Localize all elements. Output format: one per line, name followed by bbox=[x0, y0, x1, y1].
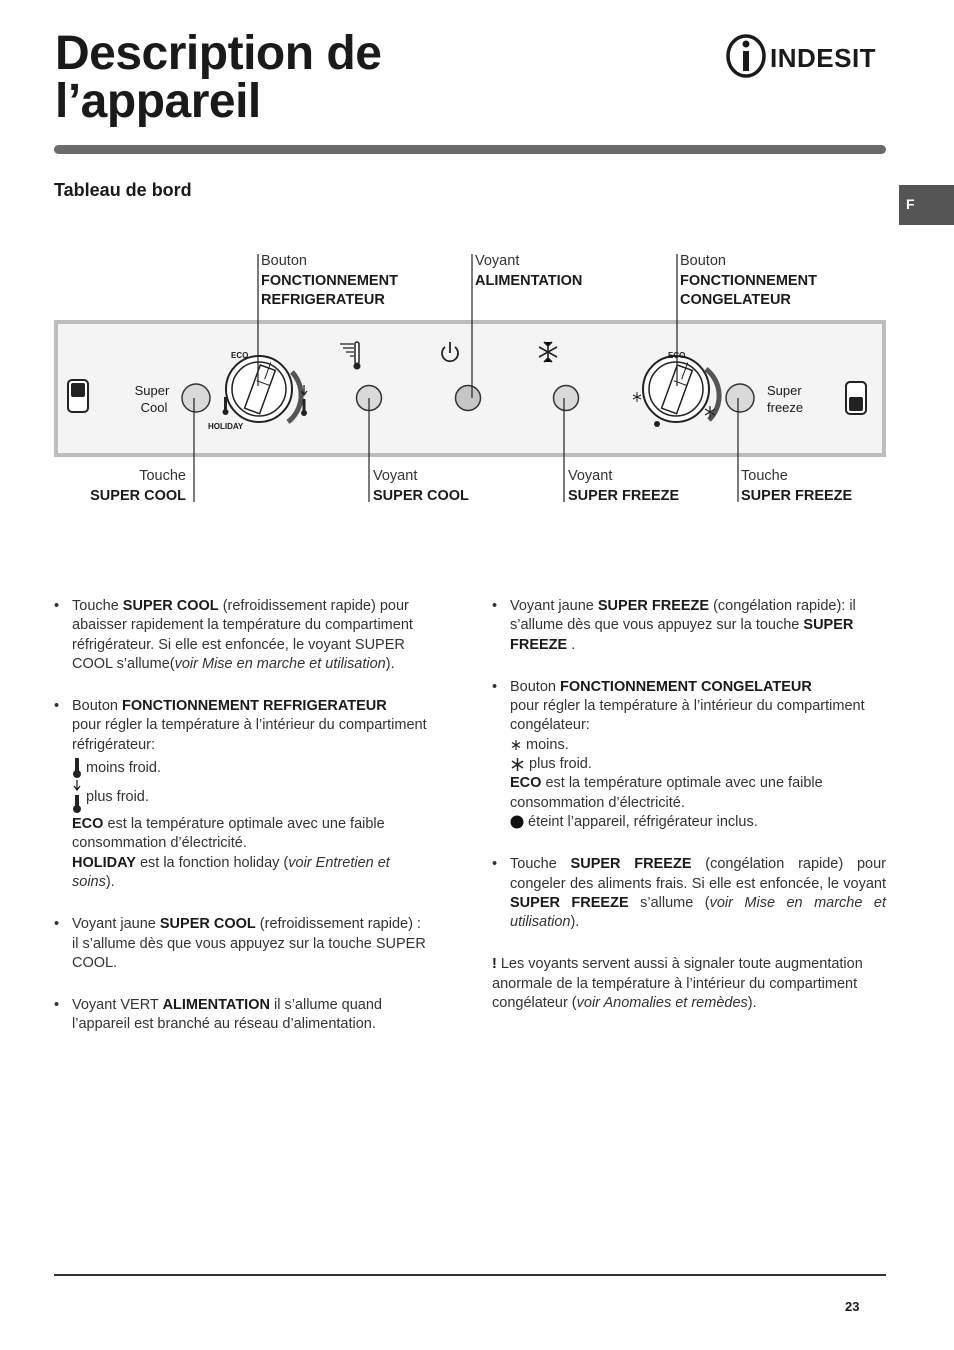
callout-freezer-knob-name2: CONGELATEUR bbox=[680, 292, 791, 308]
thermometer-small-icon bbox=[72, 757, 82, 779]
paragraph-super-freeze-button: • Touche SUPER FREEZE (congélation rapide) pour congeler des aliments frais. Si elle est enfoncée, le voyant SUPER FREEZE s’allume (voir Mise en marche et utilisation). bbox=[492, 855, 886, 932]
fridge-less-cold-text: moins froid. bbox=[86, 759, 161, 776]
language-tab-label: F bbox=[906, 196, 915, 212]
super-cool-light bbox=[357, 386, 382, 411]
callout-super-freeze-light-kind: Voyant bbox=[568, 468, 613, 484]
freezer-more-cold-text: plus froid. bbox=[529, 756, 592, 773]
super-freeze-label-line2: freeze bbox=[767, 400, 804, 415]
off-dot-icon bbox=[654, 421, 660, 427]
section-title: Tableau de bord bbox=[54, 180, 192, 200]
control-panel-diagram bbox=[54, 320, 886, 457]
callout-super-cool-light-name: SUPER COOL bbox=[373, 487, 469, 504]
page-number: 23 bbox=[845, 1299, 860, 1314]
indesit-logo bbox=[726, 34, 888, 78]
callout-freezer-knob-name1: FONCTIONNEMENT bbox=[680, 272, 817, 289]
freezer-off-text: éteint l’appareil, réfrigérateur inclus. bbox=[528, 813, 758, 830]
callout-freezer-knob bbox=[680, 252, 817, 311]
freezer-rocker-switch[interactable] bbox=[846, 382, 866, 414]
callout-power-light bbox=[475, 252, 582, 291]
callout-super-freeze-button-name: SUPER FREEZE bbox=[741, 487, 853, 504]
super-freeze-button[interactable] bbox=[726, 384, 754, 412]
paragraph-power-light: • Voyant VERT ALIMENTATION il s’allume quand l’appareil est branché au réseau d’alimentation. bbox=[54, 996, 429, 1035]
right-column bbox=[492, 597, 886, 1036]
fridge-more-cold-text: plus froid. bbox=[86, 788, 149, 805]
fridge-rocker-switch[interactable] bbox=[68, 380, 88, 412]
callout-fridge-knob-kind: Bouton bbox=[261, 253, 307, 269]
page-title-line1: Description de bbox=[55, 27, 382, 80]
paragraph-super-cool-light: • Voyant jaune SUPER COOL (refroidissement rapide) : il s’allume dès que vous appuyez sur la touche SUPER COOL. bbox=[54, 915, 429, 973]
holiday-label: HOLIDAY bbox=[208, 422, 244, 431]
paragraph-freezer-knob: • Bouton FONCTIONNEMENT CONGELATEUR pour régler la température à l’intérieur du compartiment congélateur: moins. plus froid. ECO est la température optimale avec une faible consommation d’électricité. éteint l’appareil, réfrigérateur inclus. bbox=[492, 678, 886, 832]
freezer-eco-label: ECO bbox=[668, 351, 686, 360]
paragraph-super-cool-button: • Touche SUPER COOL (refroidissement rapide) pour abaisser rapidement la température du compartiment réfrigérateur. Si elle est enfoncée, le voyant SUPER COOL s’allume(voir Mise en marche et utilisation). bbox=[54, 597, 429, 674]
callout-fridge-knob-name1: FONCTIONNEMENT bbox=[261, 272, 398, 289]
super-cool-button[interactable] bbox=[182, 384, 210, 412]
fridge-eco-label: ECO bbox=[231, 351, 249, 360]
callout-super-cool-light bbox=[373, 467, 469, 506]
callout-power-light-kind: Voyant bbox=[475, 253, 520, 269]
left-column bbox=[54, 597, 429, 1058]
freezer-less-text: moins. bbox=[526, 736, 569, 753]
callout-super-freeze-light-name: SUPER FREEZE bbox=[568, 487, 680, 504]
super-cool-label-line2: Cool bbox=[140, 400, 168, 415]
callout-super-freeze-light bbox=[568, 467, 679, 506]
super-cool-label-line1: Super bbox=[134, 383, 170, 398]
callout-power-light-name: ALIMENTATION bbox=[475, 272, 583, 289]
paragraph-warning-note: ! Les voyants servent aussi à signaler toute augmentation anormale de la température à l’intérieur du compartiment congélateur (voir Anomalies et remèdes). bbox=[492, 956, 863, 1012]
callout-fridge-knob-name2: REFRIGERATEUR bbox=[261, 292, 385, 308]
off-dot-icon bbox=[510, 815, 524, 829]
callout-freezer-knob-kind: Bouton bbox=[680, 253, 726, 269]
callout-super-cool-light-kind: Voyant bbox=[373, 468, 418, 484]
snowflake-large-icon bbox=[510, 757, 525, 772]
thermometer-arrow-icon bbox=[72, 779, 82, 815]
super-freeze-light bbox=[554, 386, 579, 411]
paragraph-fridge-knob: • Bouton FONCTIONNEMENT REFRIGERATEUR pour régler la température à l’intérieur du compartiment réfrigérateur: moins froid. plus froid. ECO est la température optimale avec une faible consommation d’électricité. HOLIDAY est la fonction holiday (voir Entretien et soins). bbox=[54, 697, 429, 892]
callout-super-freeze-button-kind: Touche bbox=[741, 468, 788, 484]
callout-super-cool-button bbox=[60, 467, 186, 506]
footer-rule bbox=[54, 1274, 886, 1276]
page-title-line2: l’appareil bbox=[55, 75, 261, 128]
header-rule bbox=[54, 145, 886, 154]
page-title bbox=[55, 27, 535, 128]
paragraph-super-freeze-light: • Voyant jaune SUPER FREEZE (congélation rapide): il s’allume dès que vous appuyez sur la touche SUPER FREEZE . bbox=[492, 597, 886, 655]
callout-super-freeze-button bbox=[741, 467, 852, 506]
super-freeze-label-line1: Super bbox=[767, 383, 802, 398]
callout-super-cool-button-kind: Touche bbox=[139, 468, 186, 484]
callout-super-cool-button-name: SUPER COOL bbox=[90, 487, 186, 504]
logo-text: INDESIT bbox=[770, 43, 877, 73]
language-tab bbox=[899, 185, 954, 225]
power-light bbox=[456, 386, 481, 411]
callout-fridge-knob bbox=[261, 252, 398, 311]
snowflake-small-icon bbox=[510, 739, 522, 751]
